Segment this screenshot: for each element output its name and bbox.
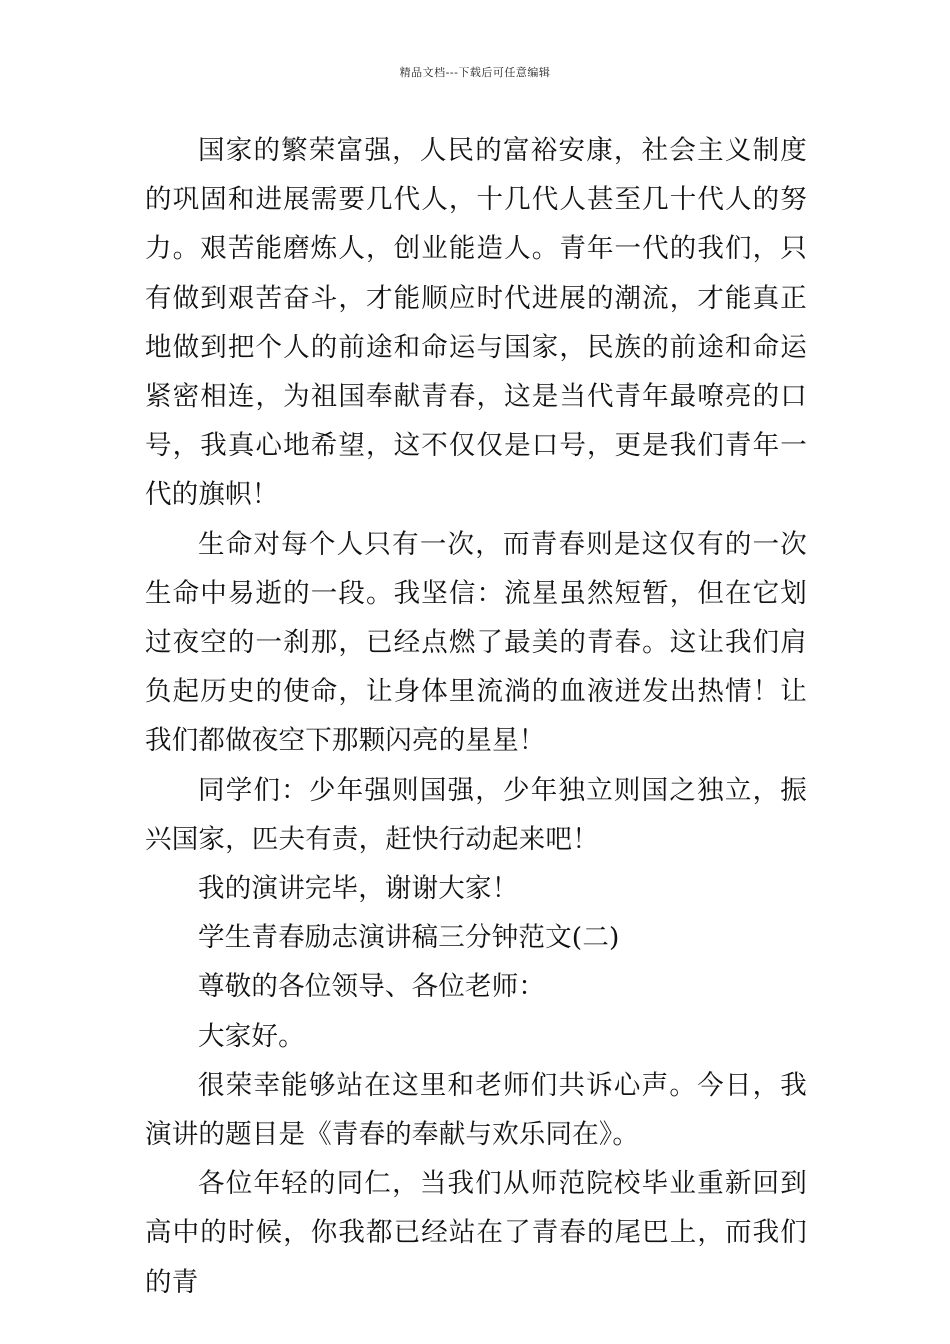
page-header: 精品文档---下载后可任意编辑 [399,66,551,79]
paragraph-4: 我的演讲完毕，谢谢大家！ [198,873,519,905]
greeting: 大家好。 [198,1020,305,1052]
section-title: 学生青春励志演讲稿三分钟范文(二) [198,922,620,954]
paragraph-5: 很荣幸能够站在这里和老师们共诉心声。今日，我演讲的题目是《青春的奉献与欢乐同在》。 [145,1069,807,1151]
salutation: 尊敬的各位领导、各位老师： [198,971,546,1003]
paragraph-3: 同学们：少年强则国强，少年独立则国之独立，振兴国家，匹夫有责，赶快行动起来吧！ [145,774,807,855]
paragraph-2: 生命对每个人只有一次，而青春则是这仅有的一次生命中易逝的一段。我坚信：流星虽然短暂，但在它划过夜空的一刹那，已经点燃了最美的青春。这让我们肩负起历史的使命，让身体里流淌的血液迸发出热情！让我们都做夜空下那颗闪亮的星星！ [145,528,807,757]
paragraph-6: 各位年轻的同仁，当我们从师范院校毕业重新回到高中的时候，你我都已经站在了青春的尾巴上，而我们的青 [145,1168,807,1298]
paragraph-1: 国家的繁荣富强，人民的富裕安康，社会主义制度的巩固和进展需要几代人，十几代人甚至几十代人的努力。艰苦能磨炼人，创业能造人。青年一代的我们，只有做到艰苦奋斗，才能顺应时代进展的潮流，才能真正地做到把个人的前途和命运与国家，民族的前途和命运紧密相连，为祖国奉献青春，这是当代青年最嘹亮的口号，我真心地希望，这不仅仅是口号，更是我们青年一代的旗帜！ [145,135,807,511]
document-body [145,126,807,1307]
